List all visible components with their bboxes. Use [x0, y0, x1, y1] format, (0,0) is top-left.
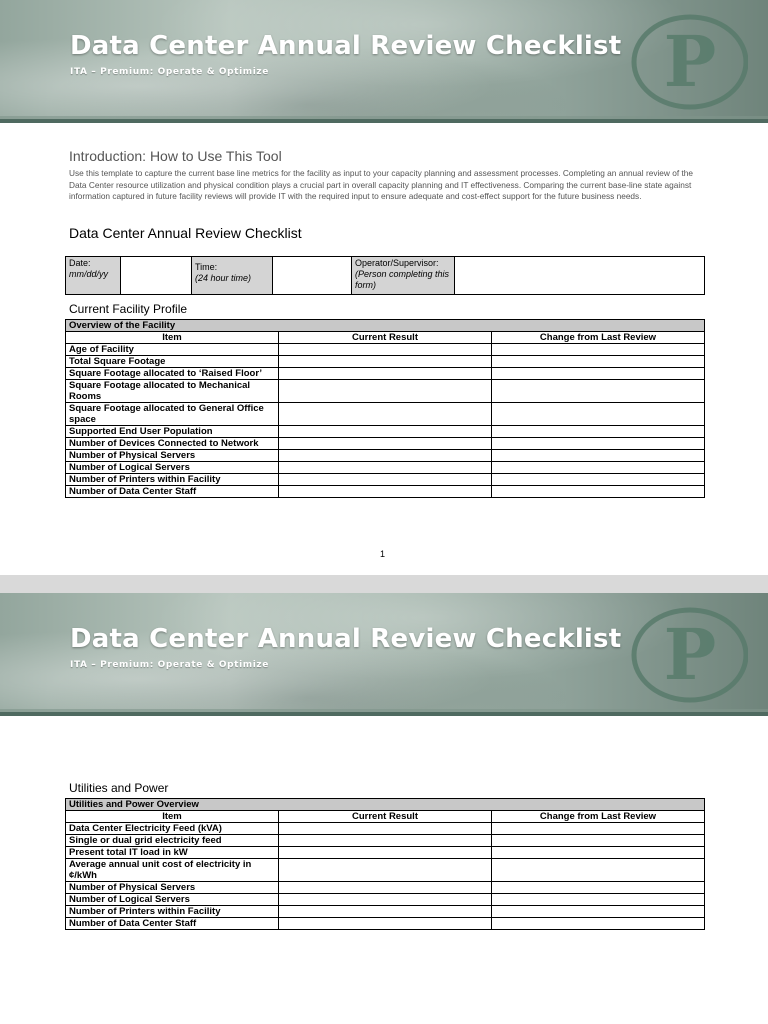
operator-label: Operator/Supervisor: — [355, 258, 439, 268]
current-result-cell[interactable] — [279, 438, 492, 450]
table-row — [66, 450, 705, 462]
row-item: Square Footage allocated to ‘Raised Floor’ — [66, 368, 279, 380]
current-result-cell[interactable] — [279, 403, 492, 426]
utilities-table — [65, 798, 705, 930]
row-item: Number of Physical Servers — [66, 882, 279, 894]
banner-subtitle: ITA – Premium: Operate & Optimize — [70, 660, 269, 670]
operator-label-cell — [352, 257, 455, 295]
row-item: Number of Physical Servers — [66, 450, 279, 462]
row-item: Number of Devices Connected to Network — [66, 438, 279, 450]
current-result-cell[interactable] — [279, 474, 492, 486]
time-input-cell[interactable] — [273, 257, 352, 295]
header-banner — [0, 0, 768, 123]
page-number: 1 — [380, 549, 386, 559]
column-header: Change from Last Review — [492, 811, 705, 823]
table-row — [66, 882, 705, 894]
banner-subtitle: ITA – Premium: Operate & Optimize — [70, 67, 269, 77]
change-cell[interactable] — [492, 859, 705, 882]
change-cell[interactable] — [492, 368, 705, 380]
table-header: Utilities and Power Overview — [66, 799, 705, 811]
date-input-cell[interactable] — [121, 257, 192, 295]
change-cell[interactable] — [492, 462, 705, 474]
operator-input-cell[interactable] — [455, 257, 705, 295]
table-row — [66, 859, 705, 882]
table-row — [66, 847, 705, 859]
current-result-cell[interactable] — [279, 462, 492, 474]
intro-text: Use this template to capture the current base line metrics for the facility as input to your capacity planning and assessment processes. Completing an annual review of the Data Center resource utilization and physical condition plays a crucial part in overall capacity planning and IT effectiveness. Comparing the current base-line state against information captured in future facility reviews will provide IT with the required input to ensure adequate and cost-effect support for the future business needs. — [69, 168, 693, 201]
table-row — [66, 823, 705, 835]
table-row — [66, 906, 705, 918]
table-row — [66, 486, 705, 498]
row-item: Age of Facility — [66, 344, 279, 356]
change-cell[interactable] — [492, 882, 705, 894]
time-hint: (24 hour time) — [195, 273, 252, 283]
table-row — [66, 380, 705, 403]
change-cell[interactable] — [492, 823, 705, 835]
banner-title: Data Center Annual Review Checklist — [70, 624, 622, 654]
row-item: Supported End User Population — [66, 426, 279, 438]
row-item: Total Square Footage — [66, 356, 279, 368]
info-table — [65, 256, 705, 295]
column-header: Current Result — [279, 811, 492, 823]
current-result-cell[interactable] — [279, 835, 492, 847]
row-item: Number of Printers within Facility — [66, 906, 279, 918]
table-row — [66, 894, 705, 906]
logo-letter: P — [663, 20, 717, 103]
current-result-cell[interactable] — [279, 823, 492, 835]
table-row — [66, 426, 705, 438]
operator-hint: (Person completing this form) — [355, 269, 450, 290]
row-item: Square Footage allocated to Mechanical Rooms — [66, 380, 279, 403]
current-result-cell[interactable] — [279, 882, 492, 894]
checklist-title: Data Center Annual Review Checklist — [69, 225, 302, 241]
current-result-cell[interactable] — [279, 894, 492, 906]
row-item: Number of Logical Servers — [66, 894, 279, 906]
banner-title: Data Center Annual Review Checklist — [70, 31, 622, 61]
change-cell[interactable] — [492, 474, 705, 486]
time-label: Time: — [195, 262, 218, 272]
change-cell[interactable] — [492, 486, 705, 498]
row-item: Number of Logical Servers — [66, 462, 279, 474]
utilities-title: Utilities and Power — [69, 781, 169, 795]
page-2 — [0, 593, 768, 1024]
current-result-cell[interactable] — [279, 859, 492, 882]
current-result-cell[interactable] — [279, 356, 492, 368]
table-row — [66, 356, 705, 368]
row-item: Present total IT load in kW — [66, 847, 279, 859]
change-cell[interactable] — [492, 344, 705, 356]
current-result-cell[interactable] — [279, 450, 492, 462]
change-cell[interactable] — [492, 438, 705, 450]
logo-letter: P — [663, 613, 717, 696]
column-header: Item — [66, 811, 279, 823]
intro-title: Introduction: How to Use This Tool — [69, 148, 282, 164]
current-result-cell[interactable] — [279, 380, 492, 403]
row-item: Average annual unit cost of electricity in ¢/kWh — [66, 859, 279, 882]
change-cell[interactable] — [492, 906, 705, 918]
change-cell[interactable] — [492, 847, 705, 859]
facility-table — [65, 319, 705, 498]
table-row — [66, 835, 705, 847]
row-item: Number of Printers within Facility — [66, 474, 279, 486]
date-label: Date: — [69, 258, 91, 268]
change-cell[interactable] — [492, 450, 705, 462]
change-cell[interactable] — [492, 426, 705, 438]
current-result-cell[interactable] — [279, 486, 492, 498]
current-result-cell[interactable] — [279, 906, 492, 918]
row-item: Number of Data Center Staff — [66, 486, 279, 498]
row-item: Number of Data Center Staff — [66, 918, 279, 930]
table-row — [66, 462, 705, 474]
table-row — [66, 918, 705, 930]
change-cell[interactable] — [492, 918, 705, 930]
row-item: Square Footage allocated to General Office space — [66, 403, 279, 426]
column-header: Item — [66, 332, 279, 344]
row-item: Single or dual grid electricity feed — [66, 835, 279, 847]
table-row — [66, 368, 705, 380]
table-row — [66, 403, 705, 426]
current-result-cell[interactable] — [279, 344, 492, 356]
table-row — [66, 474, 705, 486]
row-item: Data Center Electricity Feed (kVA) — [66, 823, 279, 835]
profile-title: Current Facility Profile — [69, 302, 188, 316]
column-header: Current Result — [279, 332, 492, 344]
header-banner — [0, 593, 768, 716]
change-cell[interactable] — [492, 894, 705, 906]
current-result-cell[interactable] — [279, 368, 492, 380]
date-label-cell — [66, 257, 121, 295]
change-cell[interactable] — [492, 356, 705, 368]
date-hint: mm/dd/yy — [69, 269, 109, 279]
table-row — [66, 344, 705, 356]
page-gap — [0, 575, 768, 593]
current-result-cell[interactable] — [279, 847, 492, 859]
current-result-cell[interactable] — [279, 918, 492, 930]
table-header: Overview of the Facility — [66, 320, 705, 332]
current-result-cell[interactable] — [279, 426, 492, 438]
table-row — [66, 438, 705, 450]
change-cell[interactable] — [492, 835, 705, 847]
p-logo-icon — [630, 607, 748, 703]
column-header: Change from Last Review — [492, 332, 705, 344]
p-logo-icon — [630, 14, 748, 110]
change-cell[interactable] — [492, 380, 705, 403]
time-label-cell — [192, 257, 273, 295]
change-cell[interactable] — [492, 403, 705, 426]
